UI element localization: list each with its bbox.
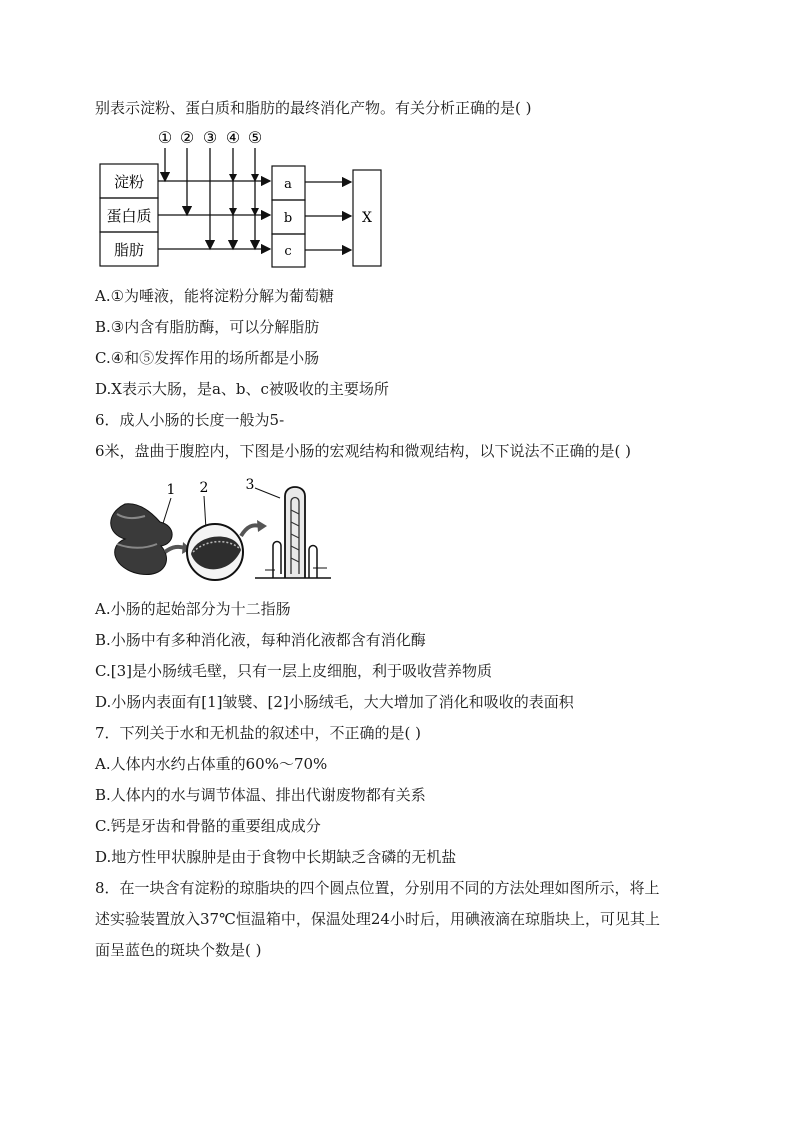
target-x: X (362, 210, 372, 226)
q8-stem-line3: 面呈蓝色的斑块个数是( ) (95, 941, 262, 959)
q6-stem-line1: 6．成人小肠的长度一般为5- (95, 411, 285, 429)
q8-stem-line2: 述实验装置放入37℃恒温箱中，保温处理24小时后，用碘液滴在琼脂块上，可见其上 (95, 910, 660, 928)
input-starch: 淀粉 (113, 173, 145, 191)
q5-option-b: B.③内含有脂肪酶，可以分解脂肪 (95, 318, 320, 336)
product-b: b (283, 211, 293, 226)
figure-label-3: 3 (245, 477, 255, 493)
figure-label-1: 1 (166, 482, 176, 498)
q6-option-b: B.小肠中有多种消化液，每种消化液都含有消化酶 (95, 631, 426, 649)
marker-1: ① (157, 128, 173, 147)
figure-label-2: 2 (199, 480, 209, 496)
q7-option-b: B.人体内的水与调节体温、排出代谢废物都有关系 (95, 786, 426, 804)
digestion-flow-diagram (95, 126, 395, 271)
input-fat: 脂肪 (113, 241, 145, 259)
q7-option-d: D.地方性甲状腺肿是由于食物中长期缺乏含磷的无机盐 (95, 848, 457, 866)
small-intestine-figure (95, 474, 335, 586)
input-protein: 蛋白质 (106, 207, 152, 225)
q7-option-a: A.人体内水约占体重的60%～70% (95, 755, 328, 773)
q6-option-d: D.小肠内表面有[1]皱襞、[2]小肠绒毛，大大增加了消化和吸收的表面积 (95, 693, 574, 711)
q5-stem: 别表示淀粉、蛋白质和脂肪的最终消化产物。有关分析正确的是( ) (95, 99, 532, 117)
q8-stem-line1: 8．在一块含有淀粉的琼脂块的四个圆点位置，分别用不同的方法处理如图所示，将上 (95, 879, 660, 897)
product-c: c (284, 244, 292, 259)
q7-option-c: C.钙是牙齿和骨骼的重要组成成分 (95, 817, 321, 835)
q6-option-c: C.[3]是小肠绒毛壁，只有一层上皮细胞，利于吸收营养物质 (95, 662, 492, 680)
product-a: a (284, 177, 292, 192)
marker-5: ⑤ (247, 128, 263, 147)
q6-stem-line2: 6米，盘曲于腹腔内，下图是小肠的宏观结构和微观结构，以下说法不正确的是( ) (95, 442, 632, 460)
q5-option-a: A.①为唾液，能将淀粉分解为葡萄糖 (95, 287, 335, 305)
marker-4: ④ (225, 128, 241, 147)
q6-option-a: A.小肠的起始部分为十二指肠 (95, 600, 291, 618)
q5-option-c: C.④和⑤发挥作用的场所都是小肠 (95, 349, 320, 367)
marker-3: ③ (202, 128, 218, 147)
q5-option-d: D.X表示大肠，是a、b、c被吸收的主要场所 (95, 380, 389, 398)
q7-stem: 7．下列关于水和无机盐的叙述中，不正确的是( ) (95, 724, 422, 742)
marker-2: ② (179, 128, 195, 147)
